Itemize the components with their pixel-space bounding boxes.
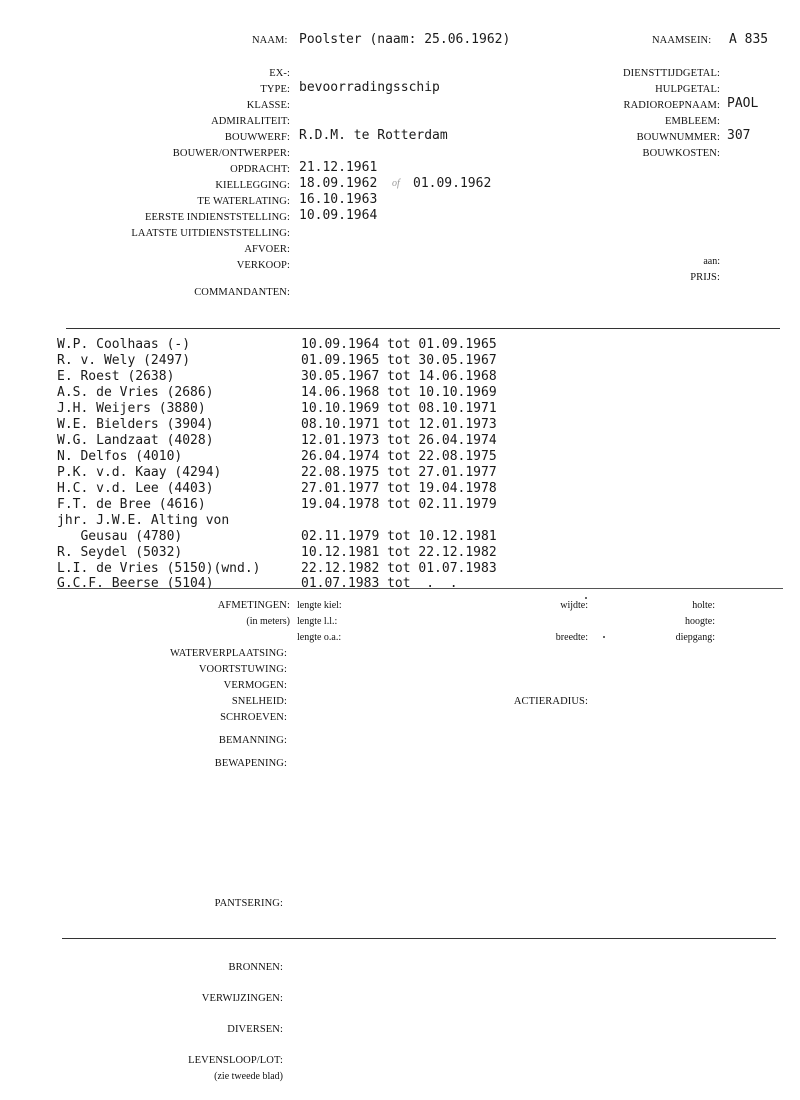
radioroepnaam-label: RADIOROEPNAAM: xyxy=(623,100,720,111)
holte-label: holte: xyxy=(692,600,715,611)
hoogte-label: hoogte: xyxy=(685,616,715,627)
commander-name: jhr. J.W.E. Alting von xyxy=(57,513,230,528)
commander-name: W.E. Bielders (3904) xyxy=(57,417,214,432)
bewapening-label: BEWAPENING: xyxy=(214,758,287,769)
waterverplaatsing-label: WATERVERPLAATSING: xyxy=(169,648,287,659)
commander-name: F.T. de Bree (4616) xyxy=(57,497,206,512)
commander-name: R. Seydel (5032) xyxy=(57,545,183,560)
kiellegging-label: KIELLEGGING: xyxy=(215,180,290,191)
commander-name: R. v. Wely (2497) xyxy=(57,353,191,368)
commander-period: 27.01.1977 tot 19.04.1978 xyxy=(301,481,497,496)
commander-period: 10.10.1969 tot 08.10.1971 xyxy=(301,401,497,416)
scan-mark xyxy=(603,636,605,638)
kiellegging-value: 18.09.1962 xyxy=(299,176,378,191)
bouwnummer-value: 307 xyxy=(727,128,751,143)
type-label: TYPE: xyxy=(260,84,290,95)
section-divider-commanders xyxy=(66,328,780,329)
commander-period: 22.08.1975 tot 27.01.1977 xyxy=(301,465,497,480)
verwijzingen-label: VERWIJZINGEN: xyxy=(201,993,283,1004)
commandanten-label: COMMANDANTEN: xyxy=(194,287,290,298)
bouwnummer-label: BOUWNUMMER: xyxy=(636,132,720,143)
commander-period: 19.04.1978 tot 02.11.1979 xyxy=(301,497,497,512)
admiraliteit-label: ADMIRALITEIT: xyxy=(211,116,290,127)
naamsein-label: NAAMSEIN: xyxy=(652,35,712,46)
opdracht-value: 21.12.1961 xyxy=(299,160,378,175)
naam-value: Poolster (naam: 25.06.1962) xyxy=(299,32,511,47)
actieradius-label: ACTIERADIUS: xyxy=(513,696,588,707)
bemanning-label: BEMANNING: xyxy=(218,735,287,746)
bouwwerf-label: BOUWWERF: xyxy=(224,132,290,143)
ex-label: EX-: xyxy=(269,68,290,79)
lengte-ll-label: lengte l.l.: xyxy=(297,616,338,627)
embleem-label: EMBLEEM: xyxy=(664,116,720,127)
scan-mark xyxy=(585,597,587,599)
type-value: bevoorradingsschip xyxy=(299,80,440,95)
commander-name: Geusau (4780) xyxy=(57,529,183,544)
radioroepnaam-value: PAOL xyxy=(727,96,759,111)
eerste-indienststelling-value: 10.09.1964 xyxy=(299,208,378,223)
opdracht-label: OPDRACHT: xyxy=(230,164,290,175)
diversen-label: DIVERSEN: xyxy=(227,1024,283,1035)
snelheid-label: SNELHEID: xyxy=(231,696,287,707)
levensloop-label: LEVENSLOOP/LOT: xyxy=(188,1055,283,1066)
klasse-label: KLASSE: xyxy=(246,100,290,111)
section-divider-dimensions xyxy=(57,588,783,589)
prijs-label: PRIJS: xyxy=(690,272,720,283)
lengte-kiel-label: lengte kiel: xyxy=(297,600,342,611)
naam-label: NAAM: xyxy=(252,35,288,46)
kiellegging-value-alt: 01.09.1962 xyxy=(413,176,492,191)
commander-period: 10.09.1964 tot 01.09.1965 xyxy=(301,337,497,352)
commander-name: E. Roest (2638) xyxy=(57,369,175,384)
bronnen-label: BRONNEN: xyxy=(228,962,283,973)
voortstuwing-label: VOORTSTUWING: xyxy=(198,664,287,675)
afvoer-label: AFVOER: xyxy=(244,244,290,255)
bouwer-ontwerper-label: BOUWER/ONTWERPER: xyxy=(172,148,290,159)
verkoop-label: VERKOOP: xyxy=(236,260,290,271)
commander-period: 26.04.1974 tot 22.08.1975 xyxy=(301,449,497,464)
commander-name: L.I. de Vries (5150)(wnd.) xyxy=(57,561,261,576)
commander-period: 12.01.1973 tot 26.04.1974 xyxy=(301,433,497,448)
commander-name: H.C. v.d. Lee (4403) xyxy=(57,481,214,496)
pantsering-label: PANTSERING: xyxy=(214,898,283,909)
zie-tweede-blad-note: (zie tweede blad) xyxy=(214,1071,283,1082)
wijdte-label: wijdte: xyxy=(560,600,588,611)
commander-period: 01.07.1983 tot . . xyxy=(301,576,458,591)
section-divider-footer xyxy=(62,938,776,939)
te-waterlating-value: 16.10.1963 xyxy=(299,192,378,207)
breedte-label: breedte: xyxy=(555,632,588,643)
te-waterlating-label: TE WATERLATING: xyxy=(197,196,290,207)
commander-period: 14.06.1968 tot 10.10.1969 xyxy=(301,385,497,400)
in-meters-label: (in meters) xyxy=(246,616,290,627)
commander-name: J.H. Weijers (3880) xyxy=(57,401,206,416)
commander-name: W.G. Landzaat (4028) xyxy=(57,433,214,448)
commander-name: W.P. Coolhaas (-) xyxy=(57,337,191,352)
laatste-uitdienststelling-label: LAATSTE UITDIENSTSTELLING: xyxy=(131,228,290,239)
commander-period: 10.12.1981 tot 22.12.1982 xyxy=(301,545,497,560)
commander-name: A.S. de Vries (2686) xyxy=(57,385,214,400)
aan-label: aan: xyxy=(703,256,720,267)
eerste-indienststelling-label: EERSTE INDIENSTSTELLING: xyxy=(144,212,290,223)
commander-name: G.C.F. Beerse (5104) xyxy=(57,576,214,591)
hulpgetal-label: HULPGETAL: xyxy=(655,84,720,95)
commander-period: 08.10.1971 tot 12.01.1973 xyxy=(301,417,497,432)
commander-period: 02.11.1979 tot 10.12.1981 xyxy=(301,529,497,544)
diepgang-label: diepgang: xyxy=(675,632,715,643)
lengte-oa-label: lengte o.a.: xyxy=(297,632,342,643)
kiellegging-note: of xyxy=(392,178,400,189)
commander-name: P.K. v.d. Kaay (4294) xyxy=(57,465,222,480)
bouwkosten-label: BOUWKOSTEN: xyxy=(642,148,720,159)
commander-period: 30.05.1967 tot 14.06.1968 xyxy=(301,369,497,384)
diensttijdgetal-label: DIENSTTIJDGETAL: xyxy=(623,68,720,79)
commander-period: 01.09.1965 tot 30.05.1967 xyxy=(301,353,497,368)
commander-name: N. Delfos (4010) xyxy=(57,449,183,464)
afmetingen-label: AFMETINGEN: xyxy=(217,600,290,611)
vermogen-label: VERMOGEN: xyxy=(223,680,287,691)
commander-period: 22.12.1982 tot 01.07.1983 xyxy=(301,561,497,576)
bouwwerf-value: R.D.M. te Rotterdam xyxy=(299,128,448,143)
schroeven-label: SCHROEVEN: xyxy=(220,712,287,723)
naamsein-value: A 835 xyxy=(729,32,769,47)
